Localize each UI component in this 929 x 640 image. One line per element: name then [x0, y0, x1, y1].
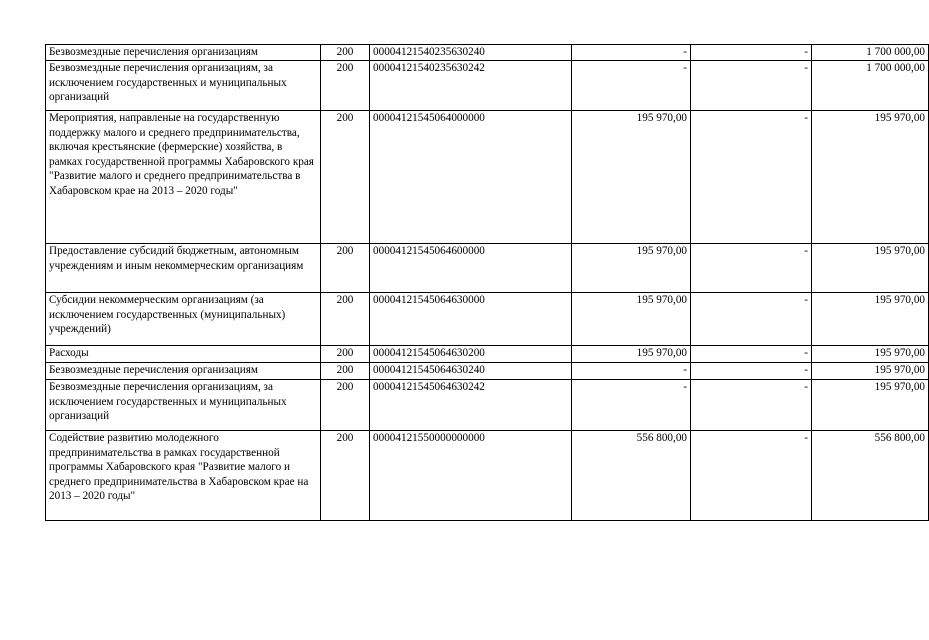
- row-unexecuted-amount: 556 800,00: [812, 431, 929, 521]
- row-unexecuted-amount: 195 970,00: [812, 363, 929, 380]
- row-name: Содействие развитию молодежного предпринимательства в рамках государственной программы Хабаровского края "Развитие малого и среднего предпринимательства в Хабаровском крае на 2013 – 2020 годы": [46, 431, 321, 521]
- row-approved-amount: -: [572, 45, 691, 61]
- row-approved-amount: 195 970,00: [572, 111, 691, 244]
- row-name: Безвозмездные перечисления организациям: [46, 45, 321, 61]
- row-executed-amount: -: [691, 431, 812, 521]
- row-executed-amount: -: [691, 380, 812, 431]
- row-budget-code: 00004121540235630242: [370, 61, 572, 111]
- row-name: Безвозмездные перечисления организациям, за исключением государственных и муниципальных организаций: [46, 380, 321, 431]
- row-unexecuted-amount: 1 700 000,00: [812, 45, 929, 61]
- table-row: [46, 293, 929, 346]
- row-name: Субсидии некоммерческим организациям (за исключением государственных (муниципальных) учреждений): [46, 293, 321, 346]
- row-name: Безвозмездные перечисления организациям, за исключением государственных и муниципальных организаций: [46, 61, 321, 111]
- row-line-code: 200: [321, 293, 370, 346]
- row-unexecuted-amount: 195 970,00: [812, 293, 929, 346]
- row-approved-amount: 195 970,00: [572, 346, 691, 363]
- row-unexecuted-amount: 195 970,00: [812, 346, 929, 363]
- row-line-code: 200: [321, 111, 370, 244]
- table-row: [46, 431, 929, 521]
- row-executed-amount: -: [691, 346, 812, 363]
- row-unexecuted-amount: 195 970,00: [812, 380, 929, 431]
- row-executed-amount: -: [691, 61, 812, 111]
- row-line-code: 200: [321, 45, 370, 61]
- row-budget-code: 00004121545064630242: [370, 380, 572, 431]
- row-line-code: 200: [321, 346, 370, 363]
- row-budget-code: 00004121550000000000: [370, 431, 572, 521]
- row-approved-amount: 195 970,00: [572, 244, 691, 293]
- row-name: Безвозмездные перечисления организациям: [46, 363, 321, 380]
- row-approved-amount: -: [572, 61, 691, 111]
- row-executed-amount: -: [691, 293, 812, 346]
- row-name: Предоставление субсидий бюджетным, автономным учреждениям и иным некоммерческим организациям: [46, 244, 321, 293]
- row-line-code: 200: [321, 431, 370, 521]
- row-executed-amount: -: [691, 45, 812, 61]
- row-executed-amount: -: [691, 363, 812, 380]
- table-row: [46, 363, 929, 380]
- row-budget-code: 00004121540235630240: [370, 45, 572, 61]
- row-line-code: 200: [321, 380, 370, 431]
- table-row: [46, 45, 929, 61]
- row-budget-code: 00004121545064630200: [370, 346, 572, 363]
- row-approved-amount: 556 800,00: [572, 431, 691, 521]
- row-approved-amount: -: [572, 380, 691, 431]
- row-budget-code: 00004121545064000000: [370, 111, 572, 244]
- row-executed-amount: -: [691, 244, 812, 293]
- row-unexecuted-amount: 1 700 000,00: [812, 61, 929, 111]
- row-line-code: 200: [321, 244, 370, 293]
- budget-execution-table: [45, 44, 929, 521]
- row-line-code: 200: [321, 61, 370, 111]
- table-row: [46, 111, 929, 244]
- row-line-code: 200: [321, 363, 370, 380]
- row-unexecuted-amount: 195 970,00: [812, 111, 929, 244]
- row-executed-amount: -: [691, 111, 812, 244]
- table-row: [46, 61, 929, 111]
- row-budget-code: 00004121545064630000: [370, 293, 572, 346]
- row-approved-amount: 195 970,00: [572, 293, 691, 346]
- row-name: Мероприятия, направленые на государственную поддержку малого и среднего предпринимательства, включая крестьянские (фермерские) хозяйства, в рамках государственной программы Хабаровского края "Развитие малого и среднего предпринимательства в Хабаровском крае на 2013 – 2020 годы": [46, 111, 321, 244]
- row-budget-code: 00004121545064600000: [370, 244, 572, 293]
- table-row: [46, 346, 929, 363]
- table-row: [46, 380, 929, 431]
- row-budget-code: 00004121545064630240: [370, 363, 572, 380]
- table-row: [46, 244, 929, 293]
- row-unexecuted-amount: 195 970,00: [812, 244, 929, 293]
- row-name: Расходы: [46, 346, 321, 363]
- row-approved-amount: -: [572, 363, 691, 380]
